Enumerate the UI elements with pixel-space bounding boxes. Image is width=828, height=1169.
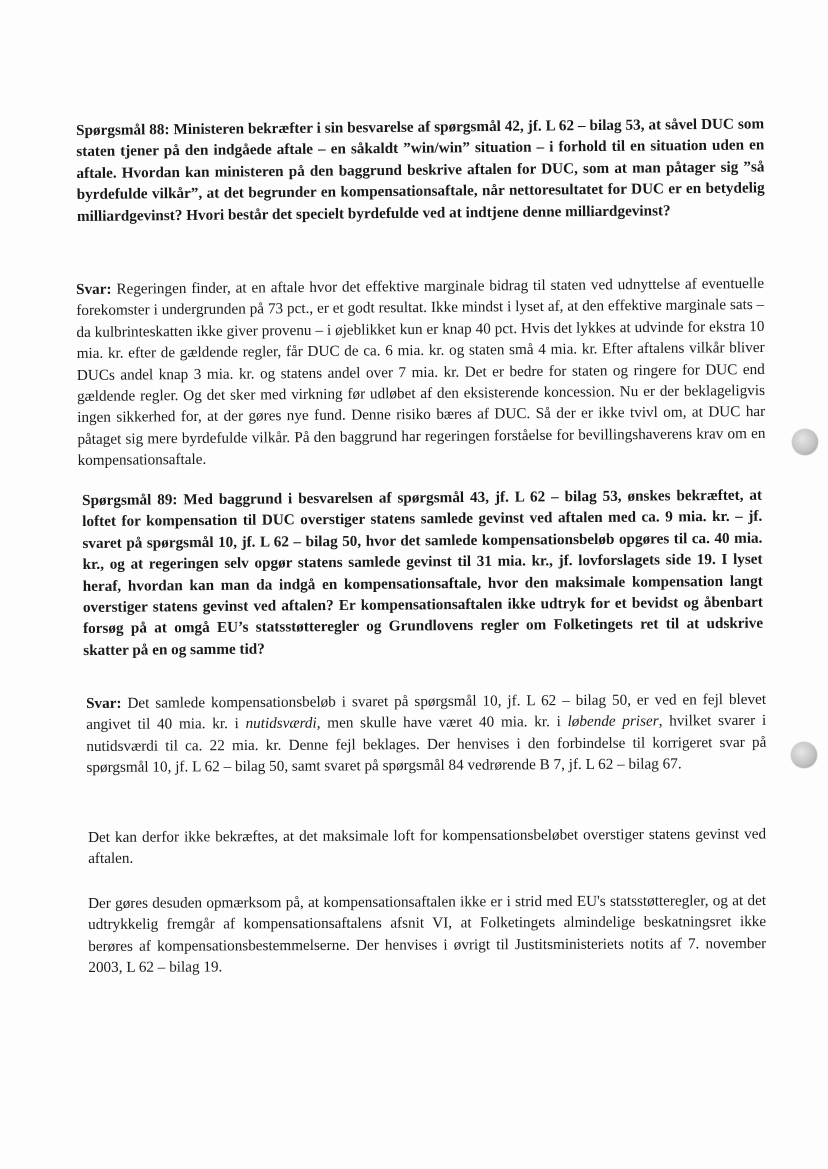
answer-89-emphasis-2: løbende priser (567, 712, 659, 731)
answer-89-paragraph-3: Der gøres desuden opmærksom på, at kompensationsaftalen ikke er i strid med EU's statsstøtteregler, og at det udtrykkelig fremgår af kompensationsaftalens afsnit VI, at Folketingets almindelige beskatningsret ikke berøres af kompensationsbestemmelserne. Der henvises i øvrigt til Justitsministeriets notits af 7. november 2003, L 62 – bilag 19. (88, 892, 767, 977)
answer-88-label: Svar: (76, 280, 112, 298)
answer-88 (76, 273, 766, 472)
question-88-label: Spørgsmål 88: (76, 121, 170, 139)
answer-89-text-1: Det samlede kompensationsbeløb i svaret på spørgsmål 10, jf. L 62 – bilag 50, er ved en fejl blevet angivet til 40 mia. kr. i (86, 690, 767, 734)
answer-89-emphasis-1: nutidsværdi (245, 714, 317, 733)
answer-89 (86, 689, 767, 779)
punch-hole-mark (791, 742, 817, 768)
question-89-text: Med baggrund i besvarelsen af spørgsmål 43, jf. L 62 – bilag 53, ønskes bekræftet, at loftet for kompensation til DUC overstiger statens samlede gevinst ved aftalen med ca. 9 mia. kr. – jf. svaret på spørgsmål 10, jf. L 62 – bilag 50, hvor det samlede kompensationsbeløb opgøres til ca. 40 mia. kr., og at regeringen selv opgør statens samlede gevinst til 31 mia. kr., jf. lovforslagets side 19. I lyset heraf, hvordan kan man da indgå en kompensationsaftale, hvor den maksimale kompensation langt overstiger statens gevinst ved aftalen? Er kompensationsaftalen ikke udtryk for et bevidst og åbenbart forsøg på at omgå EU’s statsstøtteregler og Grundlovens regler om Folketingets ret til at udskrive skatter på en og samme tid? (82, 486, 764, 659)
punch-hole-mark (792, 429, 818, 455)
answer-89-text-2: , men skulle have været 40 mia. kr. i (316, 713, 568, 732)
answer-89-paragraph-2: Det kan derfor ikke bekræftes, at det maksimale loft for kompensationsbeløbet overstiger statens gevinst ved aftalen. (88, 825, 767, 868)
question-89-label: Spørgsmål 89: (82, 491, 178, 509)
answer-88-text: Regeringen finder, at en aftale hvor det effektive marginale bidrag til staten ved udnyttelse af eventuelle forekomster i undergrunden på 73 pct., er et godt resultat. Ikke mindst i lyset af, at den effektive marginale sats – da kulbrinteskatten ikke giver provenu – i øjeblikket kun er knap 40 pct. Hvis det lykkes at udvinde for ekstra 10 mia. kr. efter de gældende regler, får DUC de ca. 6 mia. kr. og staten små 4 mia. kr. Efter aftalens vilkår bliver DUCs andel knap 3 mia. kr. og statens andel over 7 mia. kr. Det er bedre for staten og ringere for DUC end gældende regler. Og det sker med virkning før udløbet af den eksisterende koncession. Nu er der beklageligvis ingen sikkerhed for, at der gøres nye fund. Denne risiko bæres af DUC. Så der er ikke tvivl om, at DUC har påtaget sig mere byrdefulde vilkår. På den baggrund har regeringen forståelse for bevillingshaverens krav om en kompensationsaftale. (76, 274, 766, 470)
question-88-text: Ministeren bekræfter i sin besvarelse af spørgsmål 42, jf. L 62 – bilag 53, at såvel DUC som staten tjener på den indgåede aftale – en såkaldt ”win/win” situation – i forhold til en situation uden en aftale. Hvordan kan ministeren på den baggrund beskrive aftalen for DUC, som at man påtager sig ”så byrdefulde vilkår”, at det begrunder en kompensationsaftale, når nettoresultatet for DUC er en betydelig milliardgevinst? Hvori består det specielt byrdefulde ved at indtjene denne milliardgevinst? (76, 115, 765, 225)
question-89 (82, 485, 763, 662)
answer-89-label: Svar: (86, 694, 122, 712)
question-88 (76, 113, 765, 227)
answer-89-text-3: , hvilket svarer i nutidsværdi til ca. 22 mia. kr. Denne fejl beklages. Der henvises i den forbindelse til korrigeret svar på spørgsmål 10, jf. L 62 – bilag 50, samt svaret på spørgsmål 84 vedrørende B 7, jf. L 62 – bilag 67. (86, 712, 767, 777)
